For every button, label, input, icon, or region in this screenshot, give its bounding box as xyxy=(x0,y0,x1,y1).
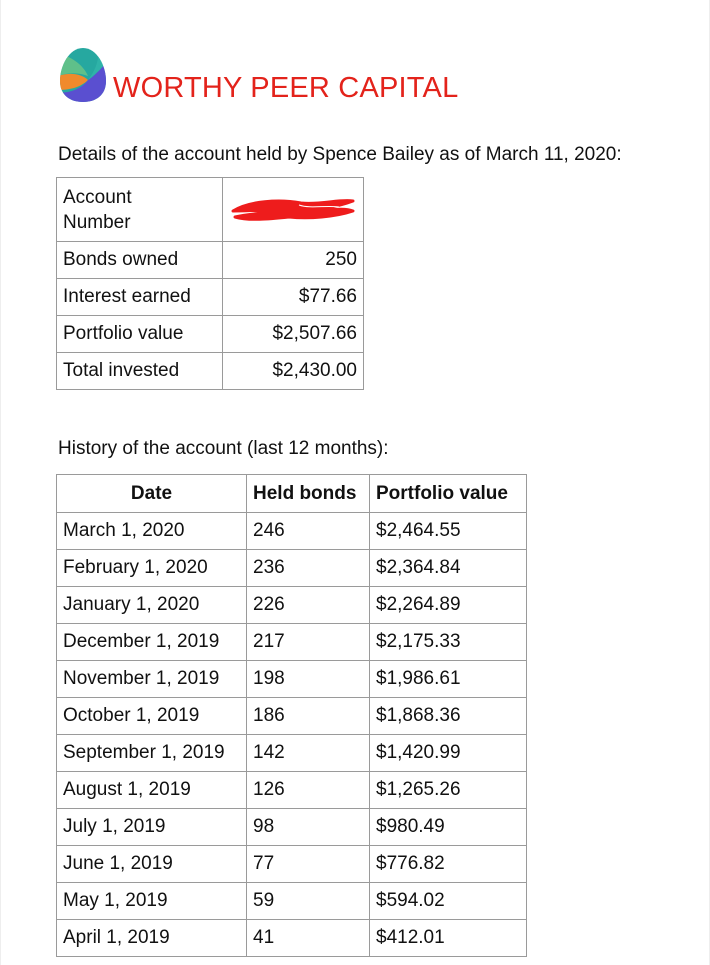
account-number-row xyxy=(57,178,364,242)
history-date-cell: June 1, 2019 xyxy=(57,846,247,883)
table-row xyxy=(57,242,364,279)
history-value-cell: $412.01 xyxy=(370,920,527,957)
history-value-cell: $2,264.89 xyxy=(370,587,527,624)
account-details-caption: Details of the account held by Spence Bailey as of March 11, 2020: xyxy=(58,144,622,165)
history-value-cell: $1,986.61 xyxy=(370,661,527,698)
table-row xyxy=(57,624,527,661)
history-value-cell: $980.49 xyxy=(370,809,527,846)
table-row xyxy=(57,698,527,735)
history-bonds-cell: 98 xyxy=(247,809,370,846)
history-date-cell: July 1, 2019 xyxy=(57,809,247,846)
table-row xyxy=(57,316,364,353)
column-header-date: Date xyxy=(57,475,247,513)
history-bonds-cell: 198 xyxy=(247,661,370,698)
table-row xyxy=(57,513,527,550)
history-bonds-cell: 126 xyxy=(247,772,370,809)
redaction-scribble-icon xyxy=(229,195,357,225)
table-row xyxy=(57,920,527,957)
history-value-cell: $2,464.55 xyxy=(370,513,527,550)
row-value: $2,430.00 xyxy=(223,353,364,390)
history-bonds-cell: 142 xyxy=(247,735,370,772)
table-row xyxy=(57,587,527,624)
history-header-row xyxy=(57,475,527,513)
history-date-cell: April 1, 2019 xyxy=(57,920,247,957)
history-date-cell: October 1, 2019 xyxy=(57,698,247,735)
history-value-cell: $1,420.99 xyxy=(370,735,527,772)
account-number-label: Account Number xyxy=(57,178,223,242)
row-value: 250 xyxy=(223,242,364,279)
table-row xyxy=(57,353,364,390)
history-bonds-cell: 226 xyxy=(247,587,370,624)
row-label: Portfolio value xyxy=(57,316,223,353)
history-date-cell: March 1, 2020 xyxy=(57,513,247,550)
table-row xyxy=(57,279,364,316)
history-value-cell: $594.02 xyxy=(370,883,527,920)
row-value: $2,507.66 xyxy=(223,316,364,353)
table-row xyxy=(57,735,527,772)
history-date-cell: May 1, 2019 xyxy=(57,883,247,920)
row-value: $77.66 xyxy=(223,279,364,316)
history-value-cell: $2,175.33 xyxy=(370,624,527,661)
history-value-cell: $1,868.36 xyxy=(370,698,527,735)
history-bonds-cell: 217 xyxy=(247,624,370,661)
table-row xyxy=(57,883,527,920)
history-table xyxy=(56,474,527,957)
history-date-cell: January 1, 2020 xyxy=(57,587,247,624)
history-bonds-cell: 186 xyxy=(247,698,370,735)
table-row xyxy=(57,809,527,846)
history-bonds-cell: 246 xyxy=(247,513,370,550)
history-date-cell: August 1, 2019 xyxy=(57,772,247,809)
row-label: Interest earned xyxy=(57,279,223,316)
history-caption: History of the account (last 12 months): xyxy=(58,438,389,459)
history-date-cell: November 1, 2019 xyxy=(57,661,247,698)
history-value-cell: $2,364.84 xyxy=(370,550,527,587)
history-value-cell: $776.82 xyxy=(370,846,527,883)
history-date-cell: December 1, 2019 xyxy=(57,624,247,661)
history-value-cell: $1,265.26 xyxy=(370,772,527,809)
account-number-value xyxy=(223,178,364,242)
table-row xyxy=(57,550,527,587)
table-row xyxy=(57,661,527,698)
history-date-cell: February 1, 2020 xyxy=(57,550,247,587)
account-details-table xyxy=(56,177,364,390)
row-label: Bonds owned xyxy=(57,242,223,279)
company-logo-icon xyxy=(58,46,108,104)
history-date-cell: September 1, 2019 xyxy=(57,735,247,772)
row-label: Total invested xyxy=(57,353,223,390)
company-name: WORTHY PEER CAPITAL xyxy=(113,72,459,104)
history-body xyxy=(57,513,527,957)
history-bonds-cell: 236 xyxy=(247,550,370,587)
table-row xyxy=(57,846,527,883)
history-bonds-cell: 59 xyxy=(247,883,370,920)
column-header-portfolio-value: Portfolio value xyxy=(370,475,527,513)
column-header-held-bonds: Held bonds xyxy=(247,475,370,513)
history-bonds-cell: 41 xyxy=(247,920,370,957)
history-bonds-cell: 77 xyxy=(247,846,370,883)
table-row xyxy=(57,772,527,809)
